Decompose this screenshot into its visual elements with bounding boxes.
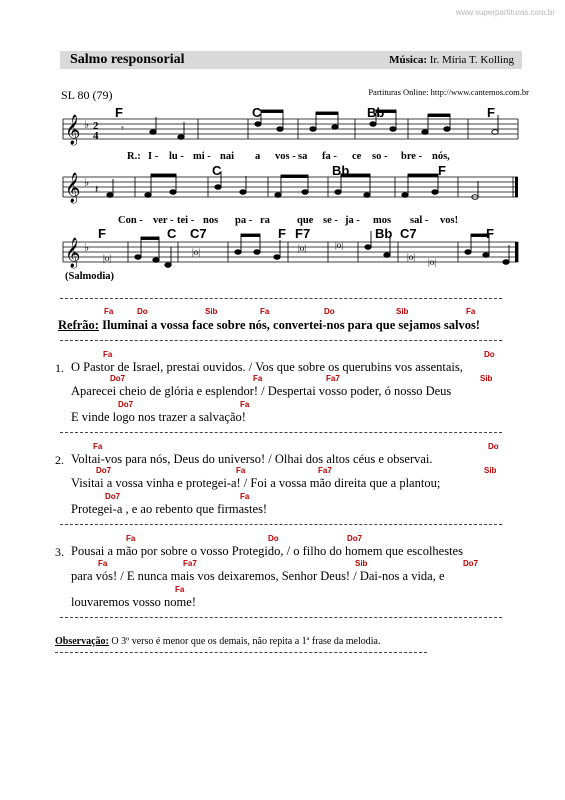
chord: Fa bbox=[93, 442, 103, 451]
chord: Fa bbox=[240, 400, 250, 409]
observation-text: O 3º verso é menor que os demais, não repita a 1ª frase da melodia. bbox=[108, 636, 381, 647]
score-lyric: se - bbox=[323, 215, 338, 226]
chord: Do7 bbox=[105, 492, 121, 501]
refrain-text: Iluminai a vossa face sobre nós, convertei-nos para que sejamos salvos! bbox=[102, 318, 480, 332]
chord: Do bbox=[484, 350, 495, 359]
verse-number: 2. bbox=[55, 453, 64, 467]
divider bbox=[60, 298, 502, 299]
score-lyric: vos! bbox=[440, 215, 459, 226]
svg-text:𝄾: 𝄾 bbox=[121, 123, 124, 135]
chord: Fa bbox=[466, 307, 476, 316]
verse-line: O Pastor de Israel, prestai ouvidos. / Vos que sobre os querubins vos assentais, bbox=[71, 360, 463, 374]
chord: Do bbox=[324, 307, 335, 316]
treble-clef-icon: 𝄞 bbox=[65, 238, 81, 267]
score-lyric: tei - bbox=[177, 215, 195, 226]
psalm-reference: SL 80 (79) bbox=[61, 88, 113, 102]
score-lyric: que bbox=[297, 215, 314, 226]
chord: Fa bbox=[104, 307, 114, 316]
score-chord: C bbox=[167, 226, 177, 241]
flat-icon: ♭ bbox=[84, 242, 90, 254]
chord: Fa7 bbox=[326, 374, 340, 383]
chord: Do bbox=[488, 442, 499, 451]
refrain bbox=[58, 318, 480, 333]
divider bbox=[60, 432, 502, 433]
chord: Fa7 bbox=[318, 466, 332, 475]
score-chord: C7 bbox=[400, 226, 417, 241]
score-lyric: ja - bbox=[345, 215, 360, 226]
svg-text:|o|: |o| bbox=[298, 243, 307, 253]
chord: Fa bbox=[240, 492, 250, 501]
music-label: Música: bbox=[389, 54, 428, 66]
divider bbox=[60, 340, 502, 341]
svg-text:|o|: |o| bbox=[428, 257, 437, 267]
chord: Fa bbox=[253, 374, 263, 383]
score-chord: F bbox=[278, 226, 286, 241]
time-signature-bottom: 4 bbox=[93, 130, 99, 142]
observation bbox=[55, 636, 381, 647]
watermark: www.superpartituras.com.br bbox=[455, 8, 555, 17]
verse-line: Aparecei cheio de glória e esplendor! / Despertai vosso poder, ó nosso Deus bbox=[71, 384, 452, 398]
chord: Do7 bbox=[118, 400, 134, 409]
chord: Sib bbox=[355, 559, 368, 568]
divider bbox=[55, 652, 427, 653]
verse-line: Pousai a mão por sobre o vosso Protegido, / o filho do homem que escolhestes bbox=[71, 544, 463, 558]
salmodia-label: (Salmodia) bbox=[65, 271, 115, 282]
chord: Do7 bbox=[110, 374, 126, 383]
score-chord: Bb bbox=[332, 163, 350, 178]
svg-text:𝄽: 𝄽 bbox=[95, 184, 99, 196]
music-credit bbox=[389, 54, 514, 66]
chord: Do7 bbox=[96, 466, 112, 475]
score-lyric: nos bbox=[203, 215, 219, 226]
score-chord: C bbox=[212, 163, 222, 178]
score-lyric: so - bbox=[372, 151, 388, 162]
chord: Fa bbox=[126, 534, 136, 543]
score-lyric: fa - bbox=[322, 151, 337, 162]
svg-text:|o|: |o| bbox=[192, 247, 201, 257]
chord: Fa bbox=[236, 466, 246, 475]
chord: Sib bbox=[205, 307, 218, 316]
score-chord: C7 bbox=[190, 226, 207, 241]
verse-line: para vós! / E nunca mais vos deixaremos, Senhor Deus! / Dai-nos a vida, e bbox=[71, 569, 445, 583]
verse-line: louvaremos vosso nome! bbox=[71, 595, 196, 609]
svg-text:|o|: |o| bbox=[335, 240, 344, 250]
page-title: Salmo responsorial bbox=[70, 52, 185, 67]
verse-line: Voltai-vos para nós, Deus do universo! / Olhai dos altos céus e observai. bbox=[71, 452, 433, 466]
svg-text:|o|: |o| bbox=[407, 252, 416, 262]
chord: Sib bbox=[484, 466, 497, 475]
score-lyric: ce bbox=[352, 151, 362, 162]
score-chord: C bbox=[252, 105, 262, 120]
verse-line: Protegei-a , e ao rebento que firmastes! bbox=[71, 502, 268, 516]
chord: Do7 bbox=[463, 559, 479, 568]
chord: Fa bbox=[260, 307, 270, 316]
chord: Fa bbox=[175, 585, 185, 594]
score-lyric: sal - bbox=[410, 215, 429, 226]
score-chord: F bbox=[115, 105, 123, 120]
svg-text:|o|: |o| bbox=[103, 253, 112, 263]
score-lyric: mos bbox=[373, 215, 392, 226]
chord: Do bbox=[268, 534, 279, 543]
score-chord: Bb bbox=[375, 226, 393, 241]
refrain-label: Refrão: bbox=[58, 318, 99, 332]
chord: Do bbox=[137, 307, 148, 316]
score-lyric: ver - bbox=[153, 215, 174, 226]
time-signature-top: 2 bbox=[93, 120, 99, 132]
score-chord: F bbox=[486, 226, 494, 241]
score-chord: F bbox=[438, 163, 446, 178]
flat-icon: ♭ bbox=[84, 177, 90, 189]
score-chord: F7 bbox=[295, 226, 311, 241]
score-chord: Bb bbox=[367, 105, 385, 120]
observation-label: Observação: bbox=[55, 636, 109, 647]
treble-clef-icon: 𝄞 bbox=[65, 115, 81, 144]
score-lyric: lu - bbox=[169, 151, 184, 162]
chord: Do7 bbox=[347, 534, 363, 543]
treble-clef-icon: 𝄞 bbox=[65, 173, 81, 202]
score-chord: F bbox=[98, 226, 106, 241]
verse-number: 3. bbox=[55, 545, 64, 559]
music-author: Ir. Míria T. Kolling bbox=[429, 54, 514, 66]
score-lyric: vos - bbox=[275, 151, 296, 162]
score-lyric: mi - bbox=[193, 151, 211, 162]
chord: Fa bbox=[103, 350, 113, 359]
chord: Sib bbox=[480, 374, 493, 383]
score-lyric: bre - bbox=[401, 151, 423, 162]
score-lyric: R.: bbox=[127, 151, 141, 162]
chord: Sib bbox=[396, 307, 409, 316]
flat-icon: ♭ bbox=[84, 119, 90, 131]
verse-line: E vinde logo nos trazer a salvação! bbox=[71, 410, 246, 424]
score-lyric: nós, bbox=[432, 151, 450, 162]
online-credit: Partituras Online: http://www.cantemos.com.br bbox=[368, 87, 529, 97]
score-lyric: sa bbox=[298, 151, 308, 162]
score-chord: F bbox=[487, 105, 495, 120]
score-lyric: a bbox=[255, 151, 261, 162]
score-lyric: Con - bbox=[118, 215, 143, 226]
verse-number: 1. bbox=[55, 361, 64, 375]
score-lyric: nai bbox=[220, 151, 235, 162]
verse-line: Visitai a vossa vinha e protegei-a! / Foi a vossa mão direita que a plantou; bbox=[71, 476, 441, 490]
chord: Fa bbox=[98, 559, 108, 568]
chord: Fa7 bbox=[183, 559, 197, 568]
divider bbox=[60, 524, 502, 525]
score-lyric: ra bbox=[260, 215, 270, 226]
score-lyric: pa - bbox=[235, 215, 253, 226]
score-lyric: I - bbox=[148, 151, 159, 162]
sheet-music bbox=[55, 105, 525, 285]
divider bbox=[60, 617, 502, 618]
